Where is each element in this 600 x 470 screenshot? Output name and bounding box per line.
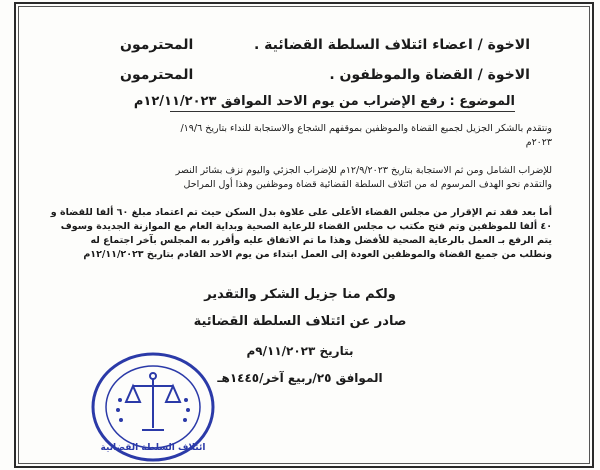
paragraph-2-line-1: للإضراب الشامل ومن ثم الاستجابة بتاريخ ١٢/٩/٢٠٢٣م للإضراب الجزئي واليوم نزف بشائر النصر <box>175 165 552 176</box>
addressee-honorific-2: المحترمون <box>120 67 194 83</box>
closing-thanks: ولكم منا جزيل الشكر والتقدير <box>204 287 396 302</box>
scales-of-justice-icon <box>126 373 180 430</box>
subject-underline <box>170 111 515 112</box>
date-gregorian: بتاريخ ٩/١١/٢٠٢٣م <box>246 344 354 358</box>
paragraph-3-line-3: يتم الرفع بـ العمل بالرعاية الصحية للأفضل وهذا ما تم الاتفاق عليه وأقرر به المجلس بآخر اجتماع له <box>90 235 552 246</box>
addressee-line-1: الاخوة / اعضاء ائتلاف السلطة القضائية . <box>253 37 530 53</box>
addressee-line-2: الاخوة / القضاة والموظفون . <box>329 67 530 83</box>
paragraph-1-line-2: ٢٠٢٣م <box>525 137 552 148</box>
seal-text: ائتلاف السلطة القضائية <box>100 443 206 453</box>
official-seal <box>88 350 218 465</box>
paragraph-3-line-1: أما بعد فقد تم الإقرار من مجلس القضاء الأعلى على علاوة بدل السكن حيث تم اعتماد مبلغ ٦٠ ألفا للقضاة و <box>50 207 552 218</box>
paragraph-1-line-1: ونتقدم بالشكر الجزيل لجميع القضاة والموظفين بموقفهم الشجاع والاستجابة للنداء بتاريخ ١٩/٦/ <box>180 123 552 134</box>
addressee-honorific-1: المحترمون <box>120 37 194 53</box>
subject-line: الموضوع : رفع الإضراب من يوم الاحد الموافق ١٢/١١/٢٠٢٣م <box>133 94 515 109</box>
paragraph-3-line-4: ونطلب من جميع القضاة والموظفين العودة إلى العمل ابتداء من يوم الاحد القادم بتاريخ ١٢/١١/٢٠٢٣م <box>83 249 552 260</box>
date-hijri: الموافق ٢٥/ربيع آخر/١٤٤٥هـ <box>217 371 383 385</box>
issuer-line: صادر عن ائتلاف السلطة القضائية <box>193 314 407 329</box>
paragraph-3-line-2: ٤٠ ألفا للموظفين وتم فتح مكتب ب مجلس القضاء للرعاية الصحية وبداية العام مع الموازنة الجديدة وسوف <box>60 221 552 232</box>
paragraph-2-line-2: والتقدم نحو الهدف المرسوم له من ائتلاف السلطة القضائية قضاة وموظفين وهذا أول المراحل <box>183 179 552 190</box>
